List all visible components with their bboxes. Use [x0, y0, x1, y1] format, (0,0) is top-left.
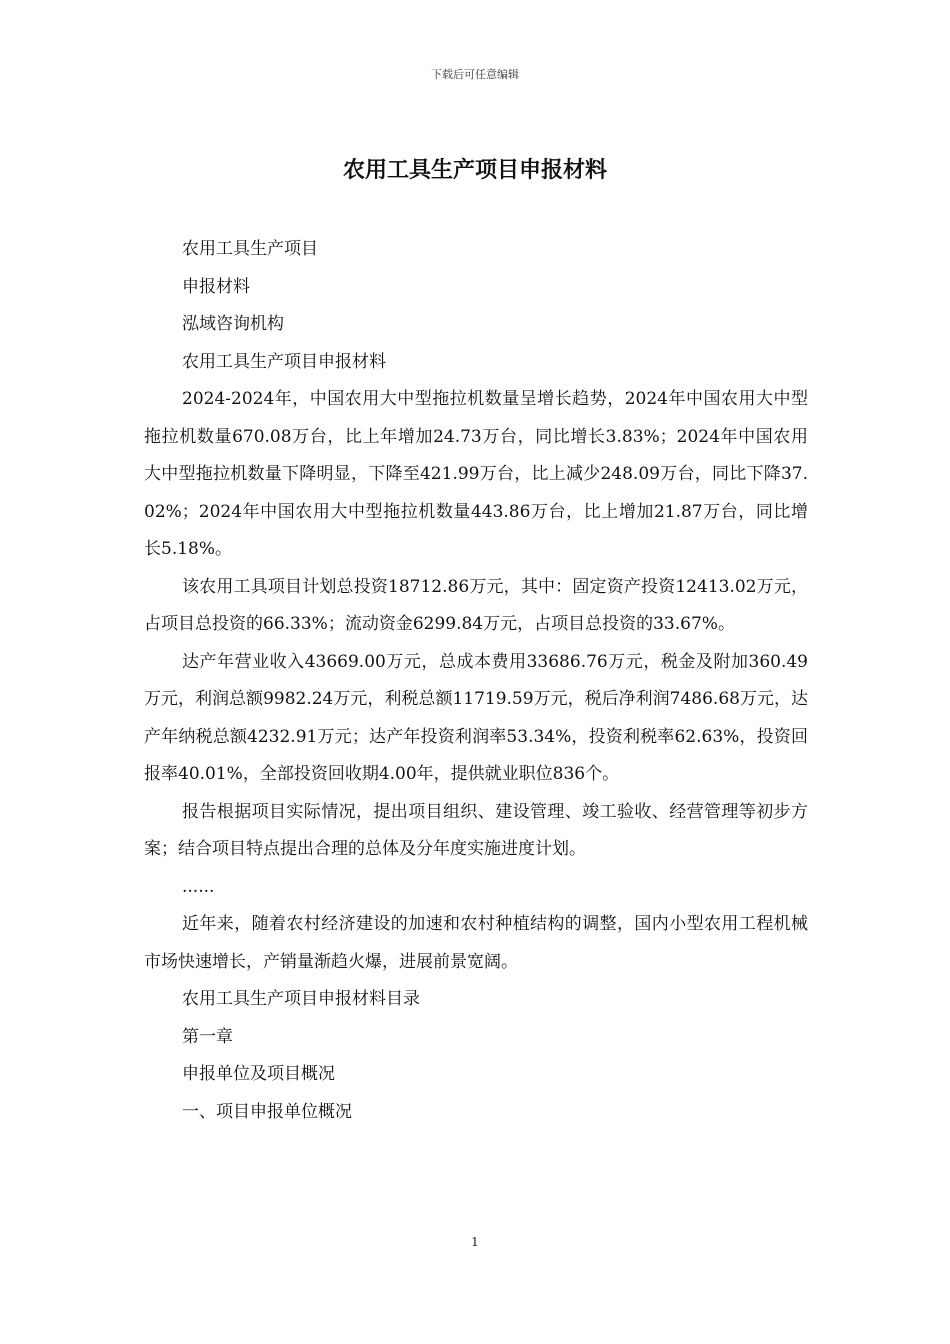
page-number: 1: [471, 1235, 479, 1249]
paragraph-ellipsis: ......: [182, 876, 215, 897]
paragraph-chapter-one: 第一章: [182, 1026, 233, 1047]
document-title: 农用工具生产项目申报材料: [342, 157, 607, 183]
page-header-note: 下载后可任意编辑: [431, 68, 519, 81]
paragraph-full-title: 农用工具生产项目申报材料: [182, 351, 386, 372]
paragraph-doc-type: 申报材料: [182, 276, 250, 297]
paragraph-market-stats: 2024-2024年，中国农用大中型拖拉机数量呈增长趋势，2024年中国农用大中型拖拉机数量670.08万台，比上年增加24.73万台，同比增长3.83%；2024年中国农用大中型拖拉机数量下降明显，下降至421.99万台，比上减少248.09万台，同比下降37.02%；2024年中国农用大中型拖拉机数量443.86万台，比上增加21.87万台，同比增长5.18%。: [144, 389, 808, 559]
paragraph-chapter-title: 申报单位及项目概况: [182, 1064, 335, 1084]
paragraph-organization: 泓域咨询机构: [182, 314, 284, 334]
document-body: [144, 231, 808, 1131]
paragraph-financials: 达产年营业收入43669.00万元，总成本费用33686.76万元，税金及附加360.49万元，利润总额9982.24万元，利税总额11719.59万元，税后净利润7486.68万元，达产年纳税总额4232.91万元；达产年投资利润率53.34%，投资利税率62.63%，投资回报率40.01%，全部投资回收期4.00年，提供就业职位836个。: [144, 651, 808, 784]
paragraph-project-name: 农用工具生产项目: [182, 239, 318, 259]
paragraph-toc-title: 农用工具生产项目申报材料目录: [182, 989, 420, 1009]
paragraph-section-one: 一、项目申报单位概况: [182, 1101, 352, 1122]
paragraph-plan: 报告根据项目实际情况，提出项目组织、建设管理、竣工验收、经营管理等初步方案；结合项目特点提出合理的总体及分年度实施进度计划。: [144, 801, 808, 859]
paragraph-background: 近年来，随着农村经济建设的加速和农村种植结构的调整，国内小型农用工程机械市场快速增长，产销量渐趋火爆，进展前景宽阔。: [144, 914, 808, 972]
paragraph-investment: 该农用工具项目计划总投资18712.86万元，其中：固定资产投资12413.02万元，占项目总投资的66.33%；流动资金6299.84万元，占项目总投资的33.67%。: [144, 576, 808, 634]
